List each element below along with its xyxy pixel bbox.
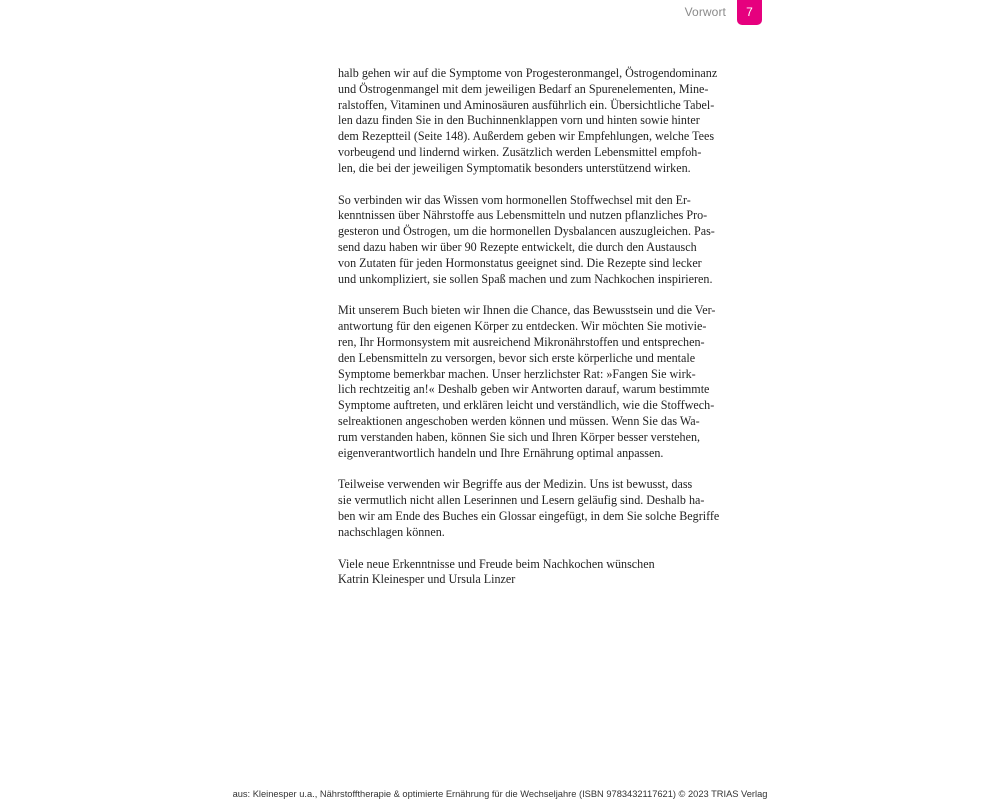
- main-text-column: [338, 66, 730, 604]
- text-line: und Östrogenmangel mit dem jeweiligen Bedarf an Spurenelementen, Mine-: [338, 81, 709, 96]
- footer-citation: aus: Kleinesper u.a., Nährstofftherapie & optimierte Ernährung für die Wechseljahre (ISBN 9783432117621) © 2023 TRIAS Verlag: [232, 789, 768, 799]
- text-line: ben wir am Ende des Buches ein Glossar eingefügt, in dem Sie solche Begriffe: [338, 508, 720, 523]
- authors-line: Katrin Kleinesper und Ursula Linzer: [338, 572, 516, 587]
- text-line: Mit unserem Buch bieten wir Ihnen die Chance, das Bewusstsein und die Ver-: [338, 303, 716, 318]
- closing-signature: [338, 557, 730, 589]
- text-line: Teilweise verwenden wir Begriffe aus der Medizin. Uns ist bewusst, dass: [338, 477, 693, 492]
- closing-line: Viele neue Erkenntnisse und Freude beim Nachkochen wünschen: [338, 556, 655, 571]
- text-line: und unkompliziert, sie sollen Spaß machen und zum Nachkochen inspirieren.: [338, 271, 713, 286]
- text-line: send dazu haben wir über 90 Rezepte entwickelt, die durch den Austausch: [338, 239, 697, 254]
- text-line: eigenverantwortlich handeln und Ihre Ernährung optimal anpassen.: [338, 445, 664, 460]
- text-line: dem Rezeptteil (Seite 148). Außerdem geben wir Empfehlungen, welche Tees: [338, 129, 715, 144]
- paragraph-1: [338, 66, 730, 177]
- text-line: sie vermutlich nicht allen Leserinnen und Lesern geläufig sind. Deshalb ha-: [338, 493, 705, 508]
- text-line: halb gehen wir auf die Symptome von Progesteronmangel, Östrogendominanz: [338, 66, 718, 80]
- text-line: Symptome auftreten, und erklären leicht und verständlich, wie die Stoffwech-: [338, 398, 715, 413]
- text-line: nachschlagen können.: [338, 524, 445, 539]
- text-line: selreaktionen angeschoben werden können und müssen. Wenn Sie das Wa-: [338, 413, 700, 428]
- text-line: den Lebensmitteln zu versorgen, bevor sich erste körperliche und mentale: [338, 350, 696, 365]
- paragraph-4: [338, 477, 730, 540]
- text-line: rum verstanden haben, können Sie sich und Ihren Körper besser verstehen,: [338, 429, 701, 444]
- page-header: [0, 0, 1000, 26]
- text-line: vorbeugend und lindernd wirken. Zusätzlich werden Lebensmittel empfoh-: [338, 144, 702, 159]
- text-line: gesteron und Östrogen, um die hormonellen Dysbalancen auszugleichen. Pas-: [338, 224, 715, 239]
- text-line: ren, Ihr Hormonsystem mit ausreichend Mikronährstoffen und entsprechen-: [338, 334, 705, 349]
- text-line: lich rechtzeitig an!« Deshalb geben wir Antworten darauf, warum bestimmte: [338, 382, 710, 397]
- paragraph-3: [338, 303, 730, 461]
- text-line: len, die bei der jeweiligen Symptomatik besonders unterstützend wirken.: [338, 160, 691, 175]
- text-line: Symptome bemerkbar machen. Unser herzlichster Rat: »Fangen Sie wirk-: [338, 366, 696, 381]
- text-line: von Zutaten für jeden Hormonstatus geeignet sind. Die Rezepte sind lecker: [338, 255, 702, 270]
- text-line: antwortung für den eigenen Körper zu entdecken. Wir möchten Sie motivie-: [338, 319, 707, 334]
- page-number-tab: 7: [737, 0, 762, 25]
- text-line: So verbinden wir das Wissen vom hormonellen Stoffwechsel mit den Er-: [338, 192, 691, 207]
- text-line: ralstoffen, Vitaminen und Aminosäuren ausführlich ein. Übersichtliche Tabel-: [338, 97, 715, 112]
- paragraph-2: [338, 193, 730, 288]
- text-line: kenntnissen über Nährstoffe aus Lebensmitteln und nutzen pflanzliches Pro-: [338, 208, 708, 223]
- section-label: Vorwort: [684, 5, 726, 19]
- text-line: len dazu finden Sie in den Buchinnenklappen vorn und hinten sowie hinter: [338, 113, 700, 128]
